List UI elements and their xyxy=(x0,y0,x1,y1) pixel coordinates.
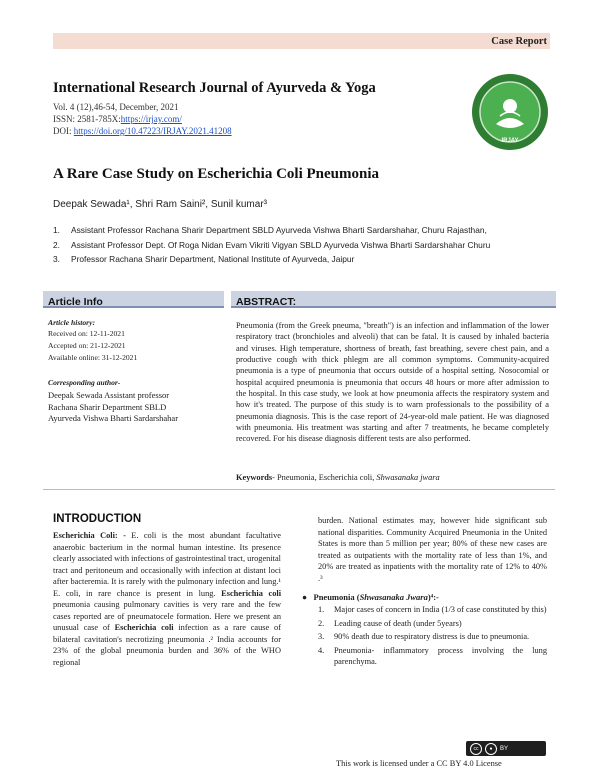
list-item: 2. Leading cause of death (under 5years) xyxy=(318,618,462,628)
history-label: Article history: xyxy=(48,318,96,327)
abstract-header xyxy=(231,291,556,308)
affiliation-1: 1. Assistant Professor Rachana Sharir Department SBLD Ayurveda Vishwa Bharti Sardarshahar, Churu Rajasthan, xyxy=(53,225,487,235)
journal-doi xyxy=(53,126,232,137)
header-banner xyxy=(53,33,550,49)
journal-issn xyxy=(53,114,182,125)
author-list: Deepak Sewada¹, Shri Ram Saini², Sunil kumar³ xyxy=(53,199,267,210)
list-item: 3. 90% death due to respiratory distress is due to pneumonia. xyxy=(318,632,530,641)
abstract-text: Pneumonia (from the Greek pneuma, "breath") is an infection and inflammation of the lower respiratory tract (bronchioles and alveoli) that can be fatal. It is caused by inhaled bacteria and viruses. High temperature, shortness of breath, fast breathing, severe chest pain, and a productive cough with thick phlegm are all common symptoms. Community-acquired pneumonia is a type of pneumonia that occurs outside of a hospital setting. Nosocomial or hospital acquired pneumonia is pneumonia that occurs 48 hours or more after admission to the hospital. In this case study, we look at how pneumonia affects the respiratory system and how it's treated. The purpose of this study is to warn professionals to the possibility of a pneumonia diagnosis. This is the case report of 24-year-old male patient. He was diagnosed with pneumonia. His treatment was starting and after 7 treatments, he became completely recovered. For his disease diagnosis different tests are also performed. xyxy=(236,321,549,444)
section-divider xyxy=(43,489,555,490)
cc-icon: cc xyxy=(470,743,482,755)
introduction-heading: INTRODUCTION xyxy=(53,513,142,525)
keywords: Keywords- Pneumonia, Escherichia coli, Shwasanaka jwara xyxy=(236,473,440,482)
paper-title: A Rare Case Study on Escherichia Coli Pneumonia xyxy=(53,166,379,182)
abstract-heading: ABSTRACT: xyxy=(236,296,297,308)
logo-text: IRJAY xyxy=(501,138,519,144)
list-item: 4. Pneumonia- inflammatory process involving the lung parenchyma. xyxy=(318,645,547,666)
accepted-date: Accepted on: 21-12-2021 xyxy=(48,341,126,350)
intro-paragraph-2: burden. National estimates may, however hide significant sub national disparities. Community Acquired Pneumonia in the United States is more than 5 million per year; 80% of these new cases are treated as outpatients with the mortality rate of less than 1%, and 20% are treated as inpatients with the mortality rate of 12% to 40% .³ xyxy=(318,516,547,583)
bullet-icon: ● xyxy=(302,592,308,602)
article-info-heading: Article Info xyxy=(48,296,103,308)
journal-logo xyxy=(470,72,550,152)
journal-title: International Research Journal of Ayurveda & Yoga xyxy=(53,80,376,96)
received-date: Received on: 12-11-2021 xyxy=(48,329,125,338)
intro-paragraph-1: Escherichia Coli: - E. coli is the most abundant facultative anaerobic bacterium in the normal human intestine. Its presence clearly associated with infections of gastrointestinal tract, urogenital tract and peritoneum and occasionally with infection at distant loci after bacteremia. It is rarely with the pulmonary infection and lung.¹ E. coli, in rare chance is present in lung. Escherichia coli pneumonia causing pulmonary cavities is very rare and the few cases reported are of pneumatocele formation. Here we present an unusual case of Escherichia coli infection as a rare cause of bilateral cavitation's necrotizing pneumonia .² India accounts for 23% of the global pneumonia burden and 36% of the WHO regional xyxy=(53,531,282,667)
cc-license-badge[interactable] xyxy=(466,741,546,756)
cc-by-text: BY xyxy=(500,745,509,752)
journal-volume: Vol. 4 (12),46-54, December, 2021 xyxy=(53,102,179,112)
affiliation-2: 2. Assistant Professor Dept. Of Roga Nidan Evam Vikriti Vigyan SBLD Ayurveda Vishwa Bharti Sardarshahar Churu xyxy=(53,240,491,250)
journal-link[interactable]: https://irjay.com/ xyxy=(120,114,182,124)
corresponding-author: Deepak Sewada Assistant professor Rachana Sharir Department SBLD Ayurveda Vishwa Bharti Sardarshahar xyxy=(48,390,179,423)
list-item: 1. Major cases of concern in India (1/3 of case constituted by this) xyxy=(318,605,547,614)
affiliation-3: 3. Professor Rachana Sharir Department, National Institute of Ayurveda, Jaipur xyxy=(53,254,355,264)
pneumonia-list xyxy=(318,604,547,668)
doi-link[interactable]: https://doi.org/10.47223/IRJAY.2021.41208 xyxy=(73,126,232,136)
article-info-header xyxy=(43,291,224,308)
issn-label: ISSN: 2581-785X: xyxy=(53,114,121,124)
pneumonia-bullet: ● Pneumonia (Shwasanaka Jwara)⁴:- xyxy=(302,592,439,602)
license-footer: This work is licensed under a CC BY 4.0 License xyxy=(336,759,502,768)
online-date: Available online: 31-12-2021 xyxy=(48,353,138,362)
corresponding-label: Corresponding author- xyxy=(48,378,121,387)
person-icon: ● xyxy=(485,743,497,755)
doi-label: DOI: xyxy=(53,126,74,136)
article-type-label: Case Report xyxy=(491,36,547,47)
